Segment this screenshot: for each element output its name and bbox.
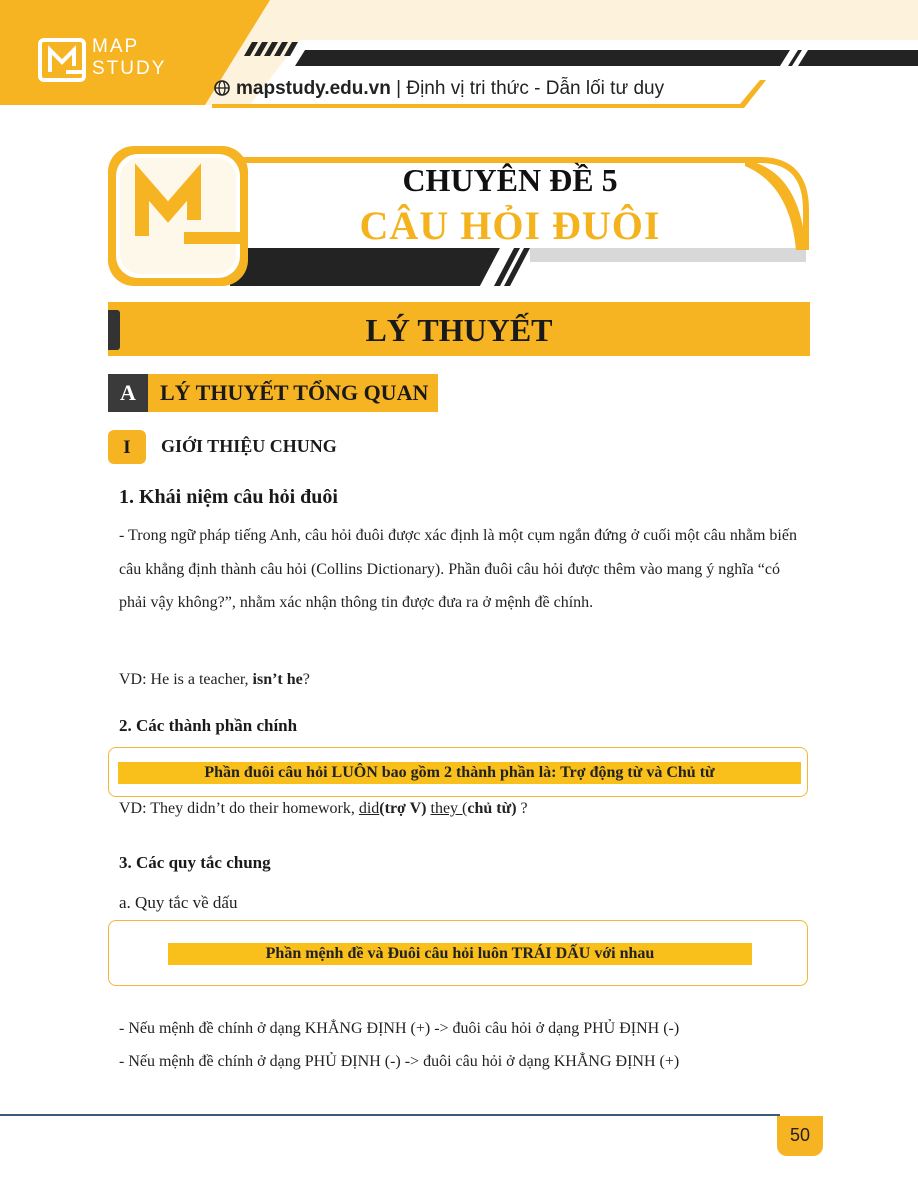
section-title-bar xyxy=(108,302,810,356)
logo-line1: MAP xyxy=(92,36,140,57)
rule-2: - Nếu mệnh đề chính ở dạng PHỦ ĐỊNH (-) -> đuôi câu hỏi ở dạng KHẲNG ĐỊNH (+) xyxy=(119,1053,680,1070)
example-2 xyxy=(119,800,528,818)
logo-wordmark xyxy=(92,36,166,80)
logo-line2: STUDY xyxy=(92,58,167,79)
site-tagline xyxy=(214,78,664,100)
rule-1: - Nếu mệnh đề chính ở dạng KHẲNG ĐỊNH (+) -> đuôi câu hỏi ở dạng PHỦ ĐỊNH (-) xyxy=(119,1020,680,1037)
example-1-suffix: ? xyxy=(302,671,310,688)
heading-a-letter: A xyxy=(108,374,148,412)
example-1-prefix: VD: He is a teacher, xyxy=(119,671,253,688)
site-separator: | xyxy=(390,78,407,99)
chapter-number: CHUYÊN ĐỀ 5 xyxy=(402,162,618,198)
note-sign-rule: Phần mệnh đề và Đuôi câu hỏi luôn TRÁI DẤU với nhau xyxy=(168,943,752,965)
heading-3a: a. Quy tắc về dấu xyxy=(119,893,238,912)
heading-a-title: LÝ THUYẾT TỔNG QUAN xyxy=(148,374,438,412)
chapter-name: CÂU HỎI ĐUÔI xyxy=(359,203,661,248)
example-1-tag: isn’t he xyxy=(252,671,303,688)
example-2-subject-tag: chủ từ) xyxy=(467,800,517,817)
heading-3: 3. Các quy tắc chung xyxy=(119,853,271,872)
example-1 xyxy=(119,671,310,689)
heading-2: 2. Các thành phần chính xyxy=(119,716,298,735)
example-2-prefix: VD: They didn’t do their homework, xyxy=(119,800,359,817)
page-number: 50 xyxy=(777,1116,823,1156)
example-2-aux-tag: (trợ V) xyxy=(379,800,427,817)
heading-i-letter: I xyxy=(108,430,146,464)
heading-1: 1. Khái niệm câu hỏi đuôi xyxy=(119,486,338,508)
example-2-aux: did xyxy=(358,800,380,817)
globe-icon xyxy=(214,80,230,96)
paragraph-definition: - Trong ngữ pháp tiếng Anh, câu hỏi đuôi được xác định là một cụm ngắn đứng ở cuối một câu nhằm biến câu khẳng định thành câu hỏi (Collins Dictionary). Phần đuôi câu hỏi được thêm vào mang ý nghĩa “có phải vậy không?”, nhằm xác nhận thông tin được đưa ra ở mệnh đề chính. xyxy=(119,527,797,611)
site-slogan: Định vị tri thức - Dẫn lối tư duy xyxy=(406,78,665,99)
site-url[interactable]: mapstudy.edu.vn xyxy=(236,78,391,99)
example-2-subject: they ( xyxy=(430,800,468,817)
footer-divider xyxy=(0,1114,780,1116)
heading-i-title: GIỚI THIỆU CHUNG xyxy=(161,436,337,456)
section-title: LÝ THUYẾT xyxy=(365,312,553,348)
example-2-suffix: ? xyxy=(516,800,528,817)
note-components: Phần đuôi câu hỏi LUÔN bao gồm 2 thành phần là: Trợ động từ và Chủ từ xyxy=(118,762,801,784)
